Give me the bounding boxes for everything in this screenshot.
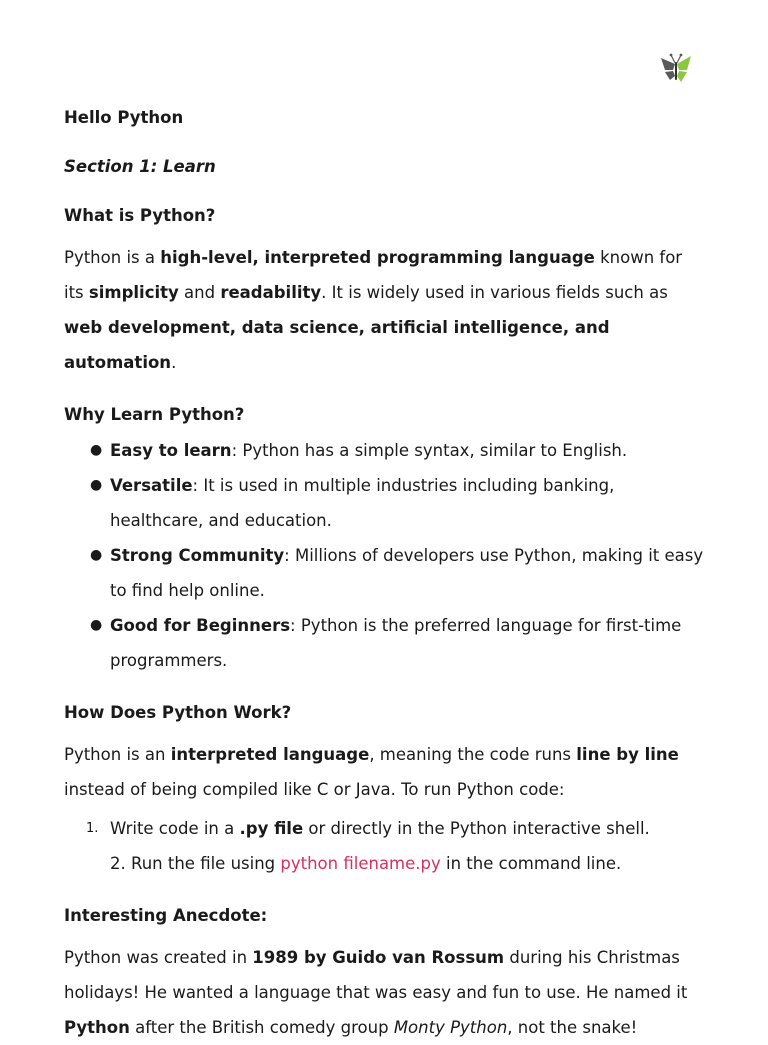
step-item-1: 1. Write code in a .py file or directly in the Python interactive shell. [86, 819, 650, 838]
butterfly-logo-icon [658, 50, 694, 86]
why-heading: Why Learn Python? [64, 405, 245, 424]
how-heading: How Does Python Work? [64, 703, 292, 722]
what-heading: What is Python? [64, 206, 216, 225]
section-heading: Section 1: Learn [64, 157, 216, 176]
doc-title: Hello Python [64, 108, 184, 127]
steps-list [64, 811, 704, 881]
command-code: python filename.py [280, 854, 441, 873]
why-list [64, 433, 704, 678]
step-item-2: 2. Run the file using python filename.py in the command line. [110, 854, 622, 873]
document-body [64, 104, 704, 1045]
list-item: ● Versatile: It is used in multiple industries including banking, healthcare, and education. [90, 476, 615, 530]
list-item: ● Strong Community: Millions of developers use Python, making it easy to find help online. [90, 546, 704, 600]
anecdote-heading: Interesting Anecdote: [64, 906, 268, 925]
list-item: ● Easy to learn: Python has a simple syntax, similar to English. [90, 441, 628, 460]
what-paragraph: Python is a high-level, interpreted programming language known for its simplicity and readability. It is widely used in various fields such as web development, data science, artificial intelligence, and automation. [64, 248, 683, 372]
anecdote-paragraph: Python was created in 1989 by Guido van Rossum during his Christmas holidays! He wanted a language that was easy and fun to use. He named it Python after the British comedy group Monty Python, not the snake! [64, 948, 688, 1037]
list-item: ● Good for Beginners: Python is the preferred language for first-time programmers. [90, 616, 682, 670]
how-paragraph: Python is an interpreted language, meaning the code runs line by line instead of being compiled like C or Java. To run Python code: [64, 745, 679, 799]
